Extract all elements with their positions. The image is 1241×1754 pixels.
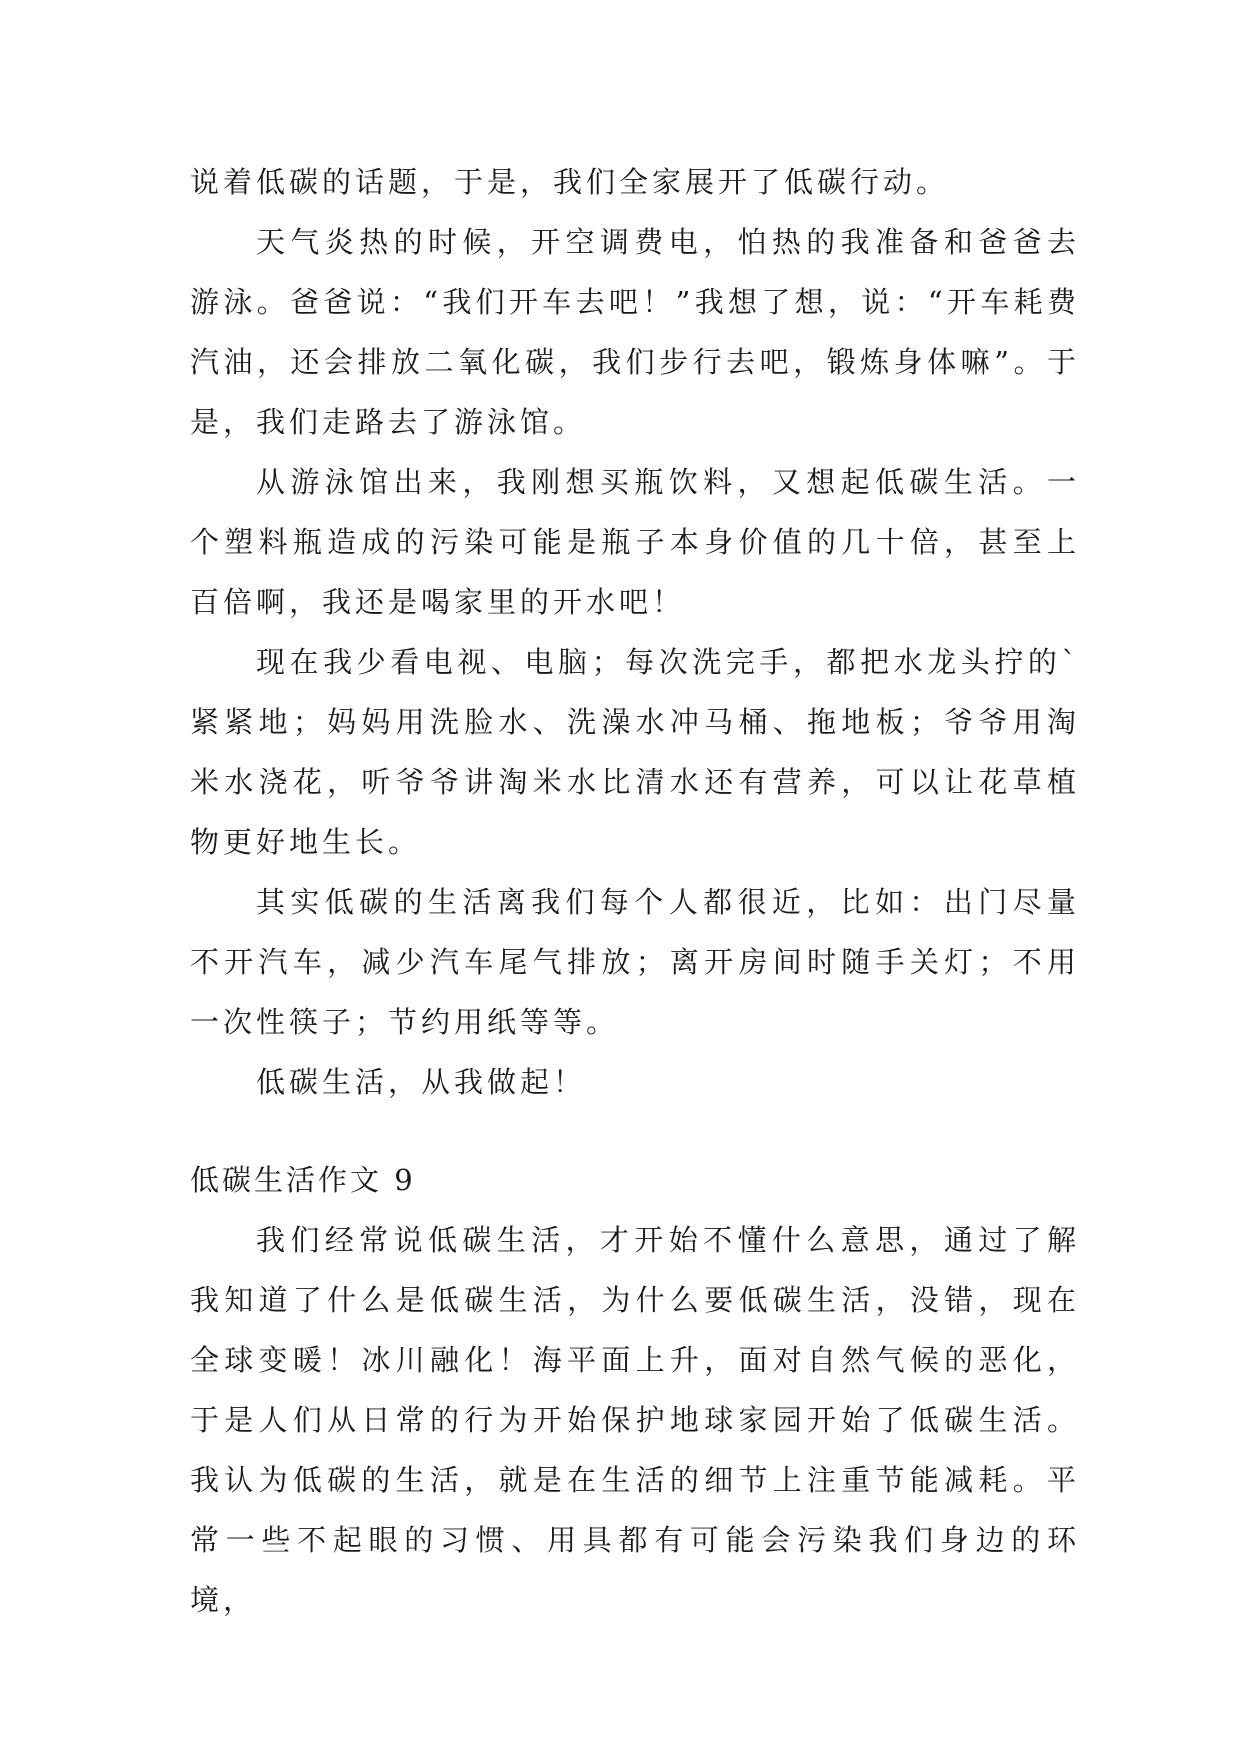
section-heading: 低碳生活作文 9 [190, 1163, 416, 1197]
paragraph: 现在我少看电视、电脑；每次洗完手，都把水龙头拧的`紧紧地；妈妈用洗脸水、洗澡水冲马桶、拖地板；爷爷用淘米水浇花，听爷爷讲淘米水比清水还有营养，可以让花草植物更好地生长。 [190, 645, 1080, 859]
essay-body [190, 152, 1080, 1630]
paragraph: 从游泳馆出来，我刚想买瓶饮料，又想起低碳生活。一个塑料瓶造成的污染可能是瓶子本身价值的几十倍，甚至上百倍啊，我还是喝家里的开水吧！ [190, 465, 1080, 619]
paragraph: 天气炎热的时候，开空调费电，怕热的我准备和爸爸去游泳。爸爸说：“我们开车去吧！”我想了想，说：“开车耗费汽油，还会排放二氧化碳，我们步行去吧，锻炼身体嘛”。于是，我们走路去了游泳馆。 [190, 225, 1080, 439]
paragraph: 其实低碳的生活离我们每个人都很近，比如：出门尽量不开汽车，减少汽车尾气排放；离开房间时随手关灯；不用一次性筷子；节约用纸等等。 [190, 885, 1080, 1039]
paragraph: 我们经常说低碳生活，才开始不懂什么意思，通过了解我知道了什么是低碳生活，为什么要低碳生活，没错，现在全球变暖！冰川融化！海平面上升，面对自然气候的恶化，于是人们从日常的行为开始保护地球家园开始了低碳生活。我认为低碳的生活，就是在生活的细节上注重节能减耗。平常一些不起眼的习惯、用具都有可能会污染我们身边的环境， [190, 1223, 1080, 1617]
section-spacer [190, 1112, 1080, 1150]
paragraph: 低碳生活，从我做起！ [256, 1065, 587, 1099]
paragraph: 说着低碳的话题，于是，我们全家展开了低碳行动。 [190, 165, 950, 199]
